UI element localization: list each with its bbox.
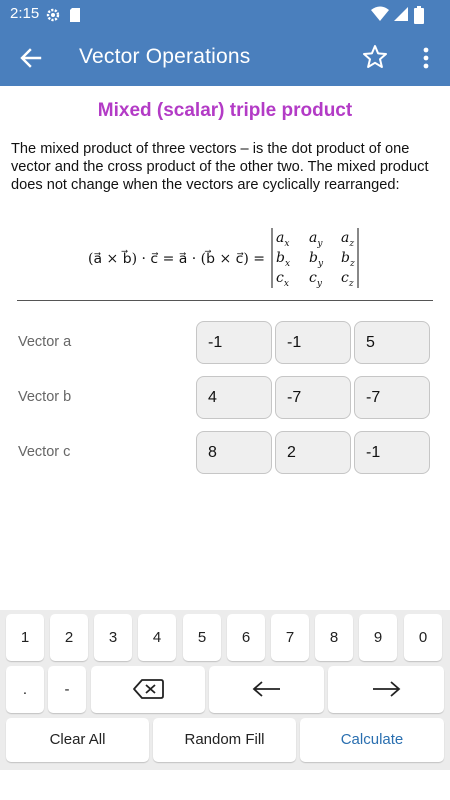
key-5[interactable]: 5	[183, 614, 221, 661]
description-text: The mixed product of three vectors – is the dot product of one vector and the cross product of the other two. The mixed product does not change when the vectors are cyclically rearranged:	[11, 141, 429, 193]
backspace-key[interactable]	[91, 666, 205, 713]
favorite-star-icon[interactable]	[361, 43, 389, 71]
battery-icon	[414, 6, 424, 24]
vector-c-z-field[interactable]: -1	[354, 431, 430, 474]
arrow-left-icon	[252, 681, 282, 697]
matrix-cell: $a_z$	[341, 230, 355, 249]
section-heading: Mixed (scalar) triple product	[97, 100, 353, 121]
settings-icon	[45, 7, 61, 23]
vector-b-y-field[interactable]: -7	[275, 376, 351, 419]
triple-product-formula	[0, 224, 450, 292]
matrix-cell: $a_x$	[276, 230, 290, 249]
key-7[interactable]: 7	[271, 614, 309, 661]
status-bar	[0, 0, 450, 30]
back-arrow-icon[interactable]	[18, 45, 44, 71]
app-bar	[0, 30, 450, 86]
cursor-right-key[interactable]	[328, 666, 444, 713]
vector-b-label: Vector b	[18, 389, 72, 405]
more-options-icon[interactable]	[414, 44, 438, 72]
key-6[interactable]: 6	[227, 614, 265, 661]
wifi-icon	[371, 6, 389, 22]
vector-b-x-field[interactable]: 4	[196, 376, 272, 419]
matrix-cell: $b_z$	[341, 250, 355, 269]
matrix-cell: $a_y$	[309, 230, 323, 249]
cursor-left-key[interactable]	[209, 666, 324, 713]
key-2[interactable]: 2	[50, 614, 88, 661]
matrix-cell: $b_x$	[276, 250, 291, 269]
vector-b-z-field[interactable]: -7	[354, 376, 430, 419]
key-4[interactable]: 4	[138, 614, 176, 661]
vector-a-label: Vector a	[18, 334, 72, 350]
backspace-icon	[132, 678, 164, 700]
key-dot[interactable]: .	[6, 666, 44, 713]
key-8[interactable]: 8	[315, 614, 353, 661]
calculate-button[interactable]: Calculate	[300, 718, 444, 762]
matrix-cell: $c_x$	[276, 270, 289, 289]
status-time: 2:15	[10, 5, 40, 22]
vector-c-y-field[interactable]: 2	[275, 431, 351, 474]
key-9[interactable]: 9	[359, 614, 397, 661]
key-1[interactable]: 1	[6, 614, 44, 661]
key-minus[interactable]: -	[48, 666, 86, 713]
app-title: Vector Operations	[79, 45, 251, 68]
formula-lhs: (a⃗ × b⃗) · c⃗ = a⃗ · (b⃗ × c⃗) =	[88, 251, 265, 267]
matrix-cell: $b_y$	[309, 250, 324, 269]
matrix-cell: $c_z$	[341, 270, 354, 289]
vector-a-z-field[interactable]: 5	[354, 321, 430, 364]
key-0[interactable]: 0	[404, 614, 442, 661]
vector-c-label: Vector c	[18, 444, 71, 460]
arrow-right-icon	[371, 681, 401, 697]
vector-c-x-field[interactable]: 8	[196, 431, 272, 474]
matrix-cell: $c_y$	[309, 270, 322, 289]
key-3[interactable]: 3	[94, 614, 132, 661]
signal-icon	[393, 6, 409, 22]
sd-card-icon	[69, 7, 81, 23]
clear-all-button[interactable]: Clear All	[6, 718, 149, 762]
vector-a-y-field[interactable]: -1	[275, 321, 351, 364]
random-fill-button[interactable]: Random Fill	[153, 718, 296, 762]
divider	[17, 300, 433, 301]
vector-a-x-field[interactable]: -1	[196, 321, 272, 364]
numeric-keypad	[0, 610, 450, 770]
